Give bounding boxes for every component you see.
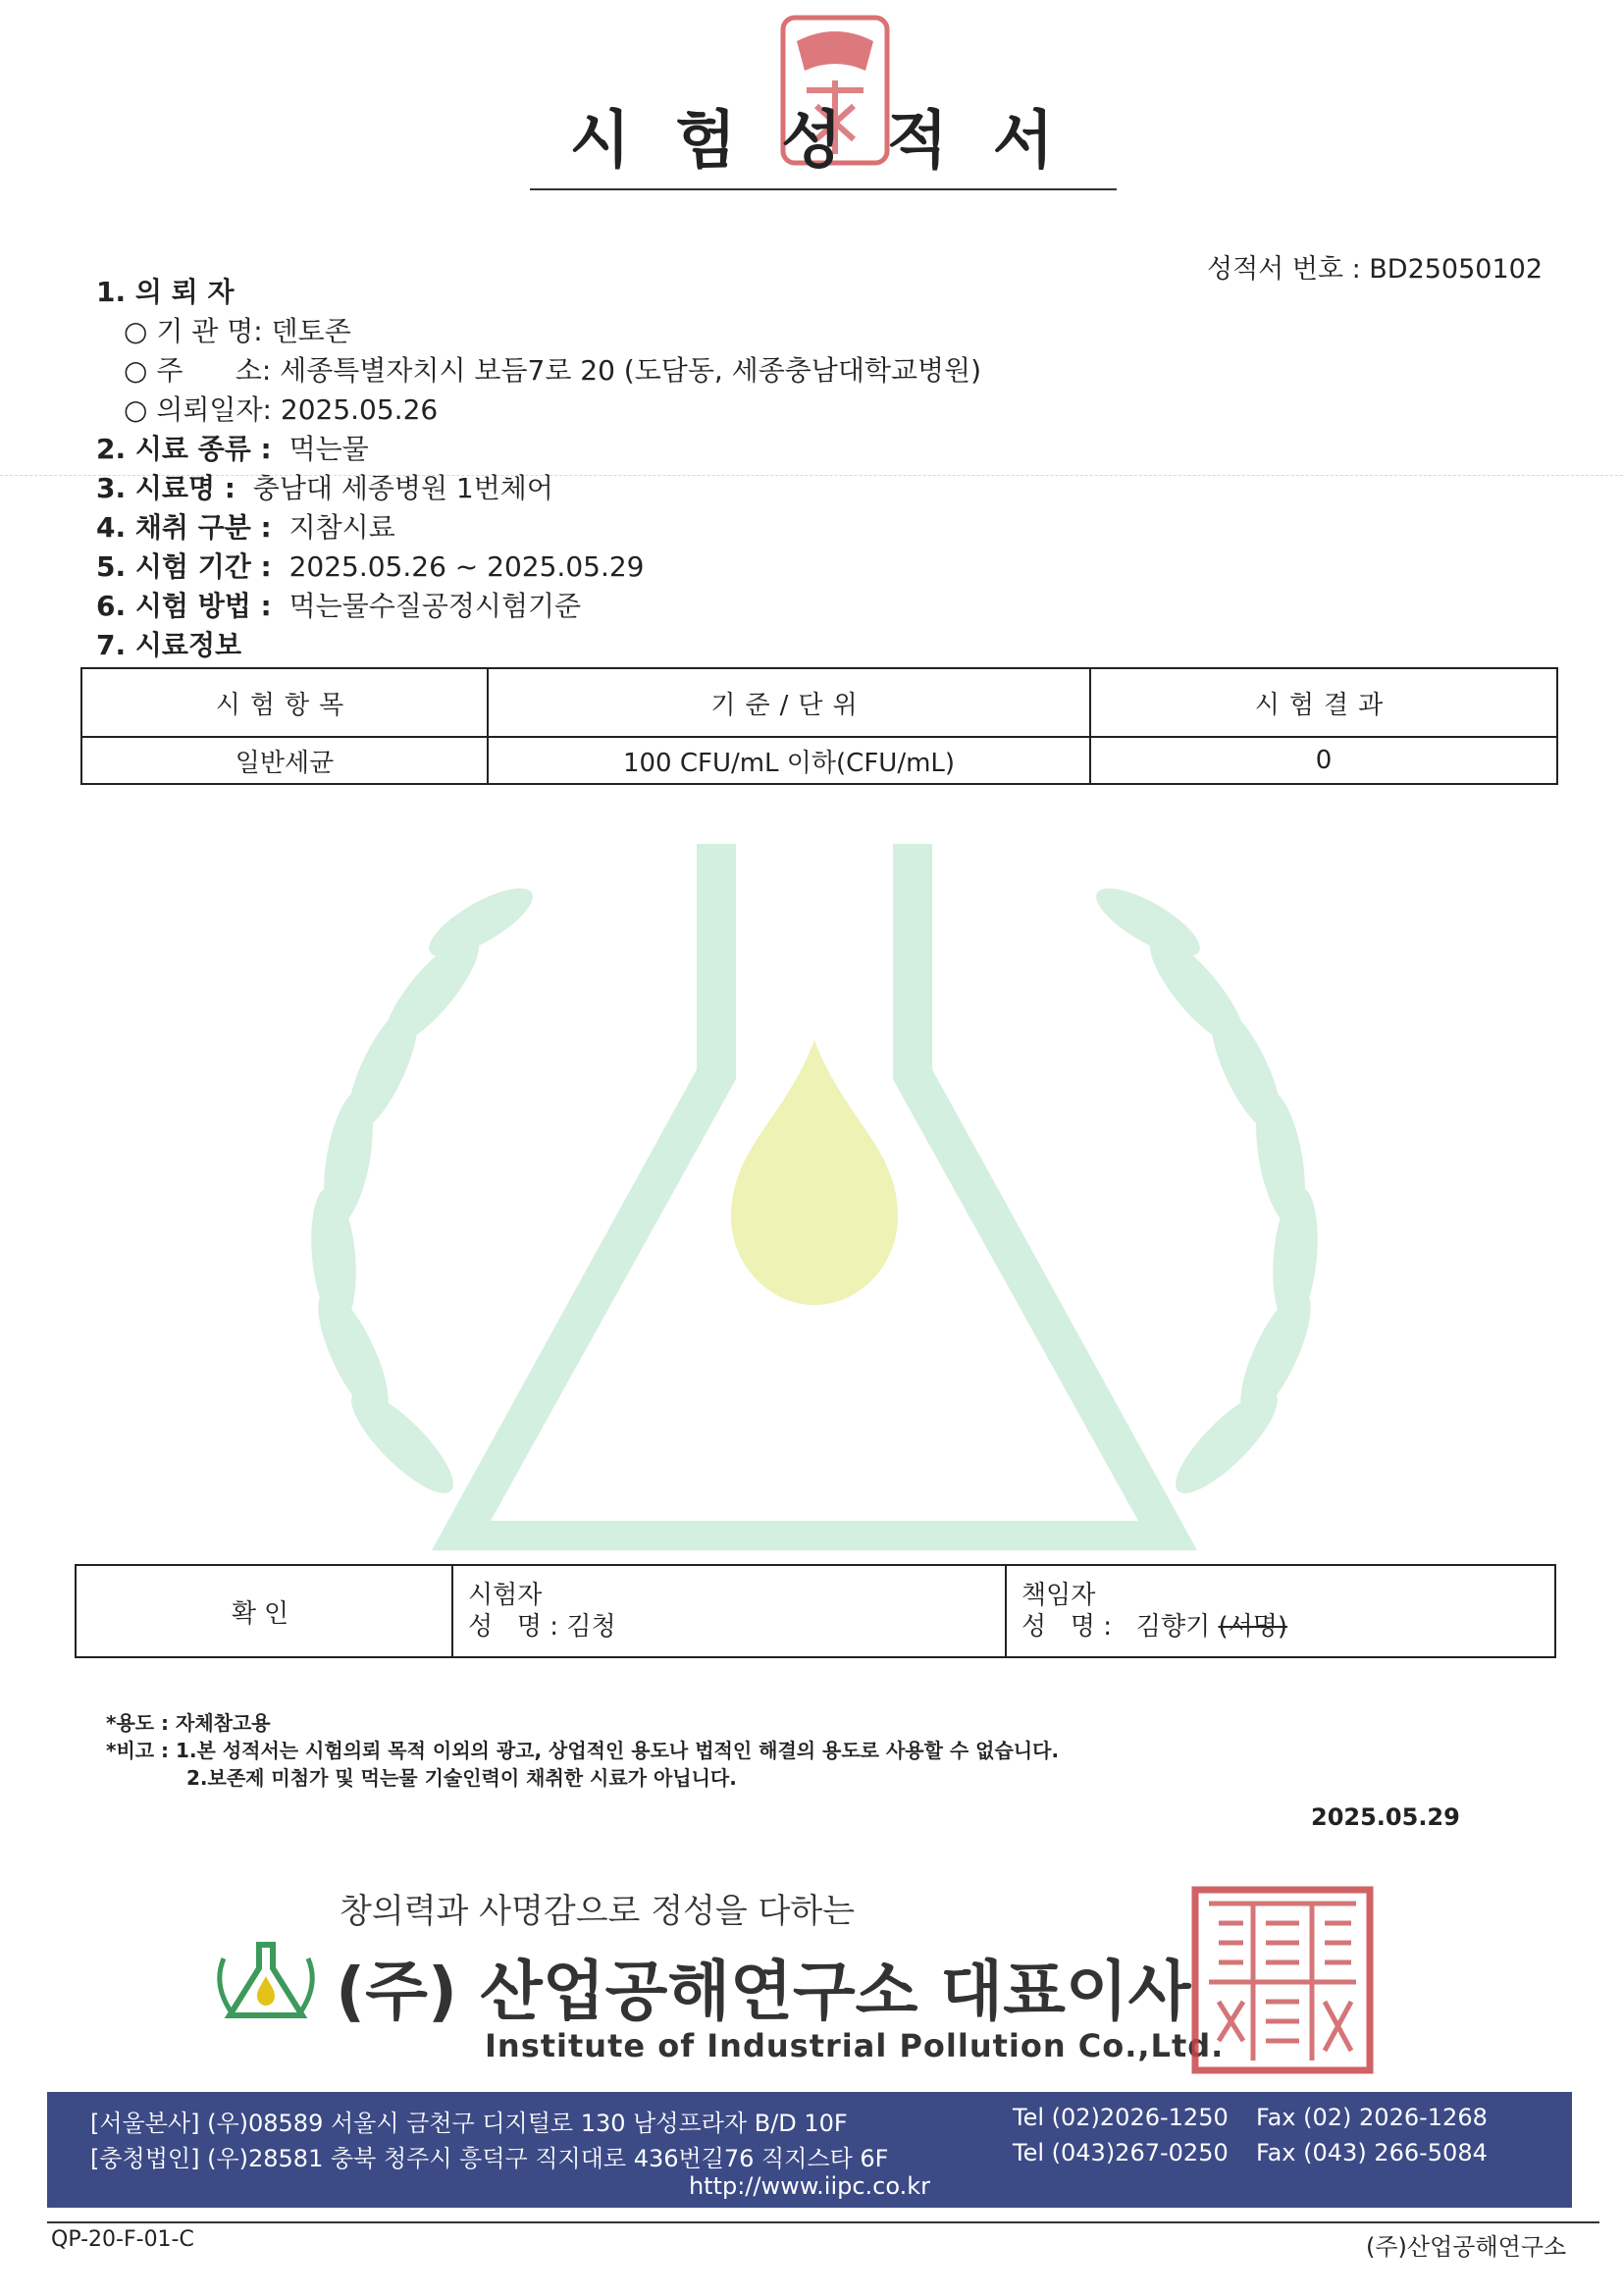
test-method-value: 먹는물수질공정시험기준: [288, 590, 582, 622]
header-test-result: 시험결과: [1090, 668, 1557, 737]
request-date-line: [124, 389, 438, 428]
test-period-value: 2025.05.26 ~ 2025.05.29: [288, 550, 645, 583]
manager-title: 책임자: [1021, 1581, 1096, 1610]
note-remark-2: 2.보존제 미첨가 및 먹는물 기술인력이 채취한 시료가 아닙니다.: [186, 1766, 737, 1790]
table-row: [81, 737, 1557, 784]
slogan: 창의력과 사명감으로 정성을 다하는: [340, 1892, 856, 1931]
sample-name-line: [96, 467, 553, 506]
tester-name: 김청: [566, 1612, 616, 1642]
office-chungcheong-address: [충청법인] (우)28581 충북 청주시 흥덕구 직지대로 436번길76 직지스타 6F: [90, 2145, 889, 2172]
tester-name-line: [468, 1611, 1004, 1643]
document-title: 시험성적서: [569, 105, 1099, 178]
institution-value: 덴토존: [271, 315, 351, 347]
footer-company-name: (주)산업공해연구소: [1366, 2233, 1567, 2261]
sample-type-line: [96, 428, 369, 467]
company-name: (주) 산업공해연구소 대표이사: [336, 1954, 1191, 2029]
address-value: 세종특별자치시 보듬7로 20 (도담동, 세종충남대학교병원): [280, 354, 982, 387]
institution-line: [124, 310, 351, 349]
collection-type-line: [96, 506, 395, 546]
note-remark-1: *비고 : 1.본 성적서는 시험의뢰 목적 이외의 광고, 상업적인 용도나 법적인 해결의 용도로 사용할 수 없습니다.: [106, 1739, 1060, 1762]
report-number: [1207, 247, 1543, 286]
manager-name-label: 성 명 :: [1021, 1612, 1113, 1642]
company-seal-stamp: [1189, 1884, 1376, 2076]
requester-heading: 1. 의 뢰 자: [96, 276, 235, 308]
request-date-value: 2025.05.26: [280, 393, 439, 426]
test-period-label: 5. 시험 기간 :: [96, 550, 272, 583]
manager-cell: [1006, 1565, 1555, 1657]
results-header-row: [81, 668, 1557, 737]
manager-name: 김향기: [1135, 1612, 1211, 1642]
office-seoul-tel: Tel (02)2026-1250: [1013, 2104, 1229, 2131]
collection-type-value: 지참시료: [288, 511, 395, 544]
header-standard-unit: 기준/단위: [488, 668, 1090, 737]
company-name-en: Institute of Industrial Pollution Co.,Ltd.: [485, 2027, 1225, 2064]
institution-label: ○ 기 관 명:: [124, 315, 263, 347]
address-label: ○ 주 소:: [124, 354, 272, 387]
address-line: [124, 349, 981, 389]
office-chungcheong-tel: Tel (043)267-0250: [1013, 2139, 1229, 2166]
request-date-label: ○ 의뢰일자:: [124, 393, 272, 426]
office-address-band: [47, 2092, 1572, 2208]
cell-test-item: 일반세균: [81, 737, 488, 784]
manager-name-line: [1021, 1611, 1553, 1643]
sample-info-heading: 7. 시료정보: [96, 629, 242, 661]
report-number-label: 성적서 번호 :: [1207, 254, 1361, 285]
sample-name-label: 3. 시료명 :: [96, 472, 236, 504]
issue-date: 2025.05.29: [1311, 1803, 1460, 1831]
test-method-line: [96, 585, 581, 624]
office-chungcheong-fax: Fax (043) 266-5084: [1256, 2139, 1488, 2166]
office-seoul-fax: Fax (02) 2026-1268: [1256, 2104, 1488, 2131]
header-test-item: 시험항목: [81, 668, 488, 737]
sample-type-value: 먹는물: [288, 433, 369, 465]
sample-type-label: 2. 시료 종류 :: [96, 433, 272, 465]
website-link[interactable]: http://www.iipc.co.kr: [688, 2172, 931, 2200]
office-seoul-address: [서울본사] (우)08589 서울시 금천구 디지털로 130 남성프라자 B/D 10F: [90, 2110, 848, 2137]
report-number-value: BD25050102: [1369, 254, 1544, 285]
confirm-label: 확인: [76, 1565, 452, 1657]
document-code: QP-20-F-01-C: [51, 2227, 194, 2252]
title-underline: [530, 188, 1117, 190]
results-table: [80, 667, 1558, 785]
cell-result: 0: [1090, 737, 1557, 784]
confirmation-table: [75, 1564, 1556, 1658]
test-period-line: [96, 546, 644, 585]
tester-cell: [452, 1565, 1006, 1657]
note-use: *용도 : 자체참고용: [106, 1711, 271, 1735]
tester-title: 시험자: [468, 1581, 543, 1610]
test-method-label: 6. 시험 방법 :: [96, 590, 272, 622]
signature-mark: (서명): [1218, 1612, 1288, 1642]
company-logo-icon: [208, 1939, 324, 2023]
cell-standard: 100 CFU/mL 이하(CFU/mL): [488, 737, 1090, 784]
sample-name-value: 충남대 세종병원 1번체어: [252, 472, 553, 504]
watermark-logo: [236, 834, 1393, 1580]
footer-divider: [47, 2221, 1599, 2223]
tester-name-label: 성 명 :: [468, 1612, 567, 1642]
collection-type-label: 4. 채취 구분 :: [96, 511, 272, 544]
confirmation-row: [76, 1565, 1555, 1657]
